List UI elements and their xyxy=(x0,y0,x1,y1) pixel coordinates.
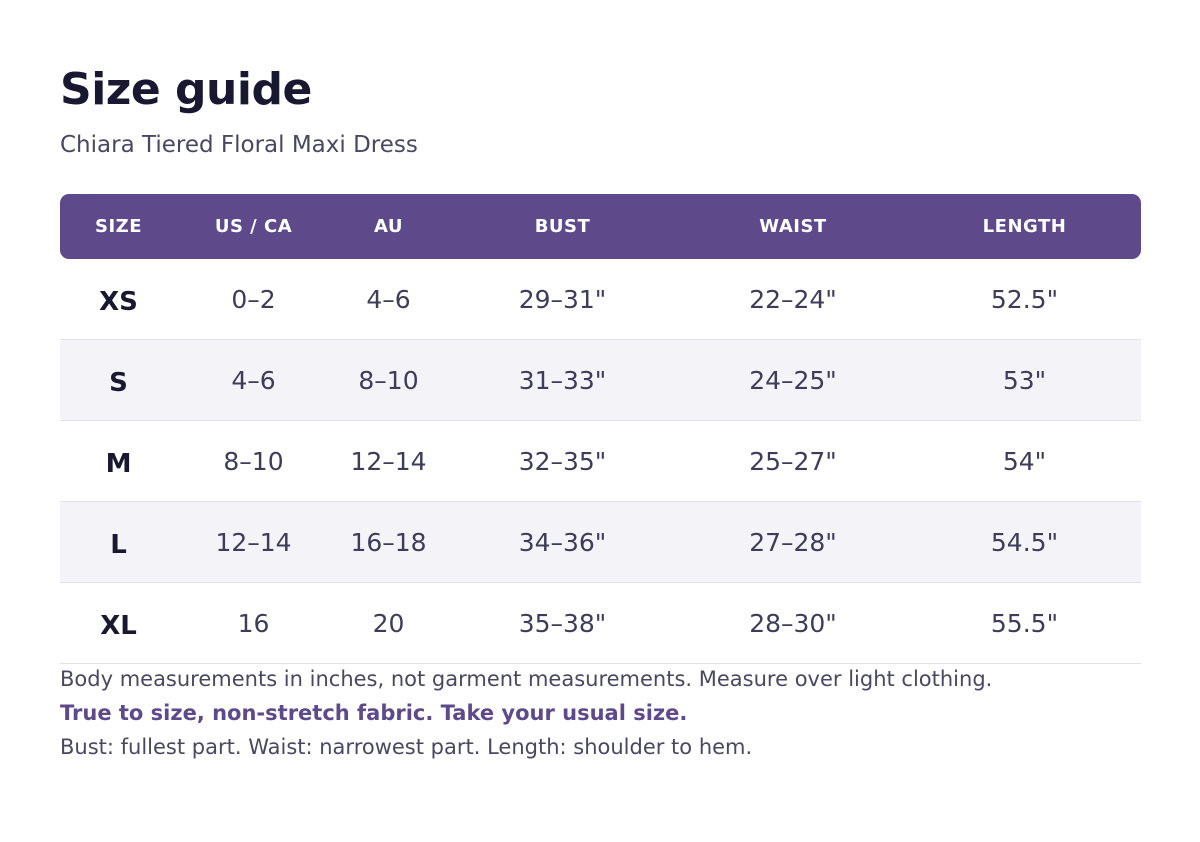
table-header-row xyxy=(60,194,1141,259)
table-row xyxy=(60,259,1141,340)
table-row xyxy=(60,502,1141,583)
waist-cell: 28–30" xyxy=(678,583,908,664)
us-ca-cell: 8–10 xyxy=(177,421,330,502)
measurement-definitions: Bust: fullest part. Waist: narrowest part. Length: shoulder to hem. xyxy=(60,735,753,759)
column-header-length: LENGTH xyxy=(908,194,1141,259)
bust-cell: 31–33" xyxy=(447,340,678,421)
au-cell: 12–14 xyxy=(330,421,447,502)
au-cell: 16–18 xyxy=(330,502,447,583)
length-cell: 53" xyxy=(908,340,1141,421)
table-row xyxy=(60,583,1141,664)
size-guide-notes xyxy=(60,662,1141,764)
column-header-us-ca: US / CA xyxy=(177,194,330,259)
bust-cell: 34–36" xyxy=(447,502,678,583)
column-header-waist: WAIST xyxy=(678,194,908,259)
column-header-bust: BUST xyxy=(447,194,678,259)
size-cell: S xyxy=(60,340,177,421)
size-cell: XS xyxy=(60,259,177,340)
us-ca-cell: 0–2 xyxy=(177,259,330,340)
au-cell: 8–10 xyxy=(330,340,447,421)
column-header-size: SIZE xyxy=(60,194,177,259)
waist-cell: 25–27" xyxy=(678,421,908,502)
table-row xyxy=(60,340,1141,421)
table-row xyxy=(60,421,1141,502)
product-name: Chiara Tiered Floral Maxi Dress xyxy=(60,132,418,158)
au-cell: 20 xyxy=(330,583,447,664)
waist-cell: 22–24" xyxy=(678,259,908,340)
size-cell: M xyxy=(60,421,177,502)
length-cell: 54" xyxy=(908,421,1141,502)
page-title: Size guide xyxy=(60,64,312,115)
bust-cell: 32–35" xyxy=(447,421,678,502)
waist-cell: 24–25" xyxy=(678,340,908,421)
us-ca-cell: 4–6 xyxy=(177,340,330,421)
waist-cell: 27–28" xyxy=(678,502,908,583)
bust-cell: 35–38" xyxy=(447,583,678,664)
us-ca-cell: 16 xyxy=(177,583,330,664)
column-header-au: AU xyxy=(330,194,447,259)
fit-note: True to size, non-stretch fabric. Take your usual size. xyxy=(60,701,688,725)
measurement-note: Body measurements in inches, not garment measurements. Measure over light clothing. xyxy=(60,667,993,691)
size-cell: L xyxy=(60,502,177,583)
length-cell: 52.5" xyxy=(908,259,1141,340)
bust-cell: 29–31" xyxy=(447,259,678,340)
size-cell: XL xyxy=(60,583,177,664)
au-cell: 4–6 xyxy=(330,259,447,340)
length-cell: 54.5" xyxy=(908,502,1141,583)
us-ca-cell: 12–14 xyxy=(177,502,330,583)
size-chart-table xyxy=(60,194,1141,664)
length-cell: 55.5" xyxy=(908,583,1141,664)
